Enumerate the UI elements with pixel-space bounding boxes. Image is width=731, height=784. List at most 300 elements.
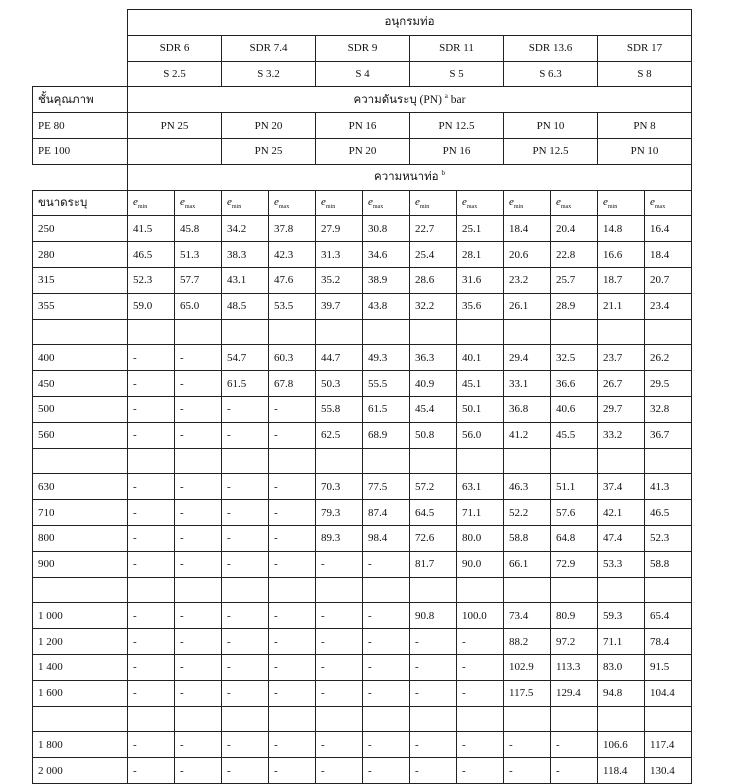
thickness-cell: 22.8 — [551, 242, 598, 268]
thickness-cell — [598, 319, 645, 345]
thickness-cell: 117.5 — [504, 680, 551, 706]
thickness-cell — [457, 448, 504, 474]
thickness-cell: 32.2 — [410, 293, 457, 319]
nominal-size-cell: 1 200 — [33, 629, 128, 655]
sdr-cell: SDR 7.4 — [222, 35, 316, 61]
thickness-cell: 63.1 — [457, 474, 504, 500]
thickness-cell: 71.1 — [598, 629, 645, 655]
pe80-cell: PN 20 — [222, 113, 316, 139]
thickness-cell — [504, 577, 551, 603]
sdr-cell: SDR 11 — [410, 35, 504, 61]
thickness-cell: 32.8 — [645, 396, 692, 422]
thickness-cell: 45.4 — [410, 396, 457, 422]
thickness-cell: 44.7 — [316, 345, 363, 371]
thickness-cell: 72.6 — [410, 525, 457, 551]
thickness-cell: 65.0 — [175, 293, 222, 319]
pe100-cell: PN 10 — [598, 138, 692, 164]
pe100-cell: PN 20 — [316, 138, 410, 164]
thickness-cell — [269, 319, 316, 345]
thickness-cell: 34.6 — [363, 242, 410, 268]
thickness-cell: 68.9 — [363, 422, 410, 448]
thickness-cell: 104.4 — [645, 680, 692, 706]
thickness-cell: - — [222, 603, 269, 629]
thickness-cell: 72.9 — [551, 551, 598, 577]
thickness-cell: - — [175, 758, 222, 784]
sdr-cell: SDR 9 — [316, 35, 410, 61]
nominal-size-cell — [33, 706, 128, 732]
thickness-cell: - — [269, 396, 316, 422]
thickness-cell — [410, 706, 457, 732]
thickness-cell: 35.2 — [316, 267, 363, 293]
thickness-cell: 64.5 — [410, 500, 457, 526]
thickness-cell: 79.3 — [316, 500, 363, 526]
thickness-cell: - — [363, 551, 410, 577]
thickness-cell — [316, 319, 363, 345]
size-label: ขนาดระบุ — [33, 190, 128, 216]
thickness-cell — [128, 577, 175, 603]
thickness-cell — [269, 577, 316, 603]
spacer-row — [33, 577, 692, 603]
thickness-cell: - — [457, 654, 504, 680]
table-row — [33, 525, 692, 551]
thickness-cell: - — [269, 500, 316, 526]
thickness-cell: 29.5 — [645, 371, 692, 397]
thickness-cell: 48.5 — [222, 293, 269, 319]
thickness-cell: 60.3 — [269, 345, 316, 371]
thickness-cell: - — [128, 371, 175, 397]
nominal-size-cell: 500 — [33, 396, 128, 422]
nominal-size-cell: 2 000 — [33, 758, 128, 784]
table-row — [33, 422, 692, 448]
thickness-cell: - — [269, 551, 316, 577]
thickness-cell: - — [128, 525, 175, 551]
thickness-cell — [645, 577, 692, 603]
thickness-cell: 130.4 — [645, 758, 692, 784]
thickness-cell: 23.7 — [598, 345, 645, 371]
thickness-cell — [504, 706, 551, 732]
thickness-cell: - — [410, 680, 457, 706]
thickness-cell: 43.8 — [363, 293, 410, 319]
thickness-cell: - — [269, 525, 316, 551]
thickness-cell: 25.7 — [551, 267, 598, 293]
thickness-cell: - — [551, 758, 598, 784]
thickness-cell: - — [222, 758, 269, 784]
thickness-cell: - — [175, 500, 222, 526]
thickness-cell: 58.8 — [645, 551, 692, 577]
thickness-cell: - — [269, 758, 316, 784]
pe100-row — [33, 138, 692, 164]
thickness-cell — [222, 448, 269, 474]
thickness-cell: 45.5 — [551, 422, 598, 448]
s-cell: S 5 — [410, 61, 504, 87]
thickness-cell: 20.6 — [504, 242, 551, 268]
pressure-heading: ความดันระบุ (PN) $^a$ bar — [128, 87, 692, 113]
thickness-cell: 81.7 — [410, 551, 457, 577]
thickness-cell: 47.4 — [598, 525, 645, 551]
thickness-cell: - — [128, 732, 175, 758]
thickness-cell: - — [128, 758, 175, 784]
thickness-cell — [457, 577, 504, 603]
nominal-size-cell: 900 — [33, 551, 128, 577]
thickness-cell — [128, 448, 175, 474]
thickness-cell: 45.1 — [457, 371, 504, 397]
thickness-cell: 16.4 — [645, 216, 692, 242]
nominal-size-cell: 250 — [33, 216, 128, 242]
table-row — [33, 629, 692, 655]
thickness-cell: - — [269, 422, 316, 448]
thickness-cell: - — [551, 732, 598, 758]
table-row — [33, 551, 692, 577]
thickness-cell: 67.8 — [269, 371, 316, 397]
nominal-size-cell — [33, 319, 128, 345]
thickness-cell: 40.1 — [457, 345, 504, 371]
thickness-cell — [645, 448, 692, 474]
pe80-cell: PN 8 — [598, 113, 692, 139]
thickness-cell: 52.3 — [645, 525, 692, 551]
thickness-cell: 89.3 — [316, 525, 363, 551]
thickness-cell: - — [457, 629, 504, 655]
thickness-cell: - — [363, 758, 410, 784]
thickness-cell: 88.2 — [504, 629, 551, 655]
pressure-heading-row — [33, 87, 692, 113]
thickness-cell: 118.4 — [598, 758, 645, 784]
thickness-cell: - — [128, 603, 175, 629]
thickness-cell: 18.7 — [598, 267, 645, 293]
thickness-cell — [316, 448, 363, 474]
spacer-row — [33, 319, 692, 345]
thickness-cell — [457, 706, 504, 732]
e-max-header: $e_{max}$ — [269, 190, 316, 216]
thickness-cell: - — [175, 345, 222, 371]
nominal-size-cell: 1 000 — [33, 603, 128, 629]
thickness-cell: 20.7 — [645, 267, 692, 293]
nominal-size-cell — [33, 577, 128, 603]
thickness-cell: 51.1 — [551, 474, 598, 500]
spacer-row — [33, 448, 692, 474]
nominal-size-cell: 280 — [33, 242, 128, 268]
pe80-cell: PN 16 — [316, 113, 410, 139]
table-row — [33, 396, 692, 422]
table-row — [33, 732, 692, 758]
thickness-cell: 23.2 — [504, 267, 551, 293]
thickness-cell: 71.1 — [457, 500, 504, 526]
nominal-size-cell: 315 — [33, 267, 128, 293]
thickness-cell: 25.4 — [410, 242, 457, 268]
sdr-cell: SDR 6 — [128, 35, 222, 61]
pe100-cell — [128, 138, 222, 164]
thickness-cell: 14.8 — [598, 216, 645, 242]
thickness-cell: 28.9 — [551, 293, 598, 319]
nominal-size-cell: 560 — [33, 422, 128, 448]
thickness-cell — [316, 577, 363, 603]
table-row — [33, 758, 692, 784]
thickness-cell: 53.5 — [269, 293, 316, 319]
s-cell: S 3.2 — [222, 61, 316, 87]
e-max-header: $e_{max}$ — [551, 190, 598, 216]
thickness-cell: - — [128, 396, 175, 422]
thickness-cell — [175, 577, 222, 603]
thickness-cell: - — [457, 680, 504, 706]
thickness-cell: 39.7 — [316, 293, 363, 319]
thickness-cell: - — [269, 654, 316, 680]
thickness-cell: 16.6 — [598, 242, 645, 268]
thickness-cell: - — [175, 422, 222, 448]
thickness-cell: 30.8 — [363, 216, 410, 242]
table-row — [33, 242, 692, 268]
nominal-size-cell: 1 600 — [33, 680, 128, 706]
thickness-cell: - — [175, 551, 222, 577]
thickness-cell: 129.4 — [551, 680, 598, 706]
thickness-cell: 26.2 — [645, 345, 692, 371]
table-row — [33, 216, 692, 242]
e-min-header: $e_{min}$ — [128, 190, 175, 216]
pe100-label: PE 100 — [33, 138, 128, 164]
nominal-size-cell: 800 — [33, 525, 128, 551]
thickness-cell: 90.0 — [457, 551, 504, 577]
thickness-cell: - — [222, 422, 269, 448]
thickness-cell: - — [222, 732, 269, 758]
thickness-cell — [551, 448, 598, 474]
thickness-cell: - — [222, 551, 269, 577]
thickness-cell: 98.4 — [363, 525, 410, 551]
thickness-cell: 33.1 — [504, 371, 551, 397]
thickness-cell — [128, 706, 175, 732]
thickness-cell: - — [316, 732, 363, 758]
thickness-heading: ความหนาท่อ $^b$ — [128, 164, 692, 190]
thickness-cell: - — [175, 525, 222, 551]
s-row — [33, 61, 692, 87]
thickness-cell: 78.4 — [645, 629, 692, 655]
thickness-cell: - — [410, 654, 457, 680]
thickness-cell: 37.8 — [269, 216, 316, 242]
nominal-size-cell: 450 — [33, 371, 128, 397]
thickness-cell: - — [128, 422, 175, 448]
nominal-size-cell — [33, 448, 128, 474]
thickness-cell: 57.2 — [410, 474, 457, 500]
thickness-cell — [175, 706, 222, 732]
thickness-cell: 65.4 — [645, 603, 692, 629]
thickness-cell: 66.1 — [504, 551, 551, 577]
e-max-header: $e_{max}$ — [645, 190, 692, 216]
table-row — [33, 345, 692, 371]
thickness-cell — [269, 448, 316, 474]
thickness-cell: - — [128, 474, 175, 500]
thickness-cell: 29.4 — [504, 345, 551, 371]
thickness-cell: 46.3 — [504, 474, 551, 500]
thickness-cell: 47.6 — [269, 267, 316, 293]
thickness-cell: - — [222, 474, 269, 500]
thickness-cell: 46.5 — [128, 242, 175, 268]
thickness-cell: - — [175, 603, 222, 629]
thickness-cell: - — [410, 629, 457, 655]
thickness-cell: - — [222, 396, 269, 422]
thickness-cell: 59.3 — [598, 603, 645, 629]
thickness-cell: - — [316, 758, 363, 784]
thickness-cell: - — [269, 680, 316, 706]
s-cell: S 4 — [316, 61, 410, 87]
thickness-cell: 50.3 — [316, 371, 363, 397]
thickness-cell: - — [363, 732, 410, 758]
thickness-cell: - — [175, 396, 222, 422]
thickness-cell — [410, 319, 457, 345]
thickness-cell: 41.2 — [504, 422, 551, 448]
thickness-cell: - — [316, 629, 363, 655]
spacer-row — [33, 706, 692, 732]
thickness-cell: - — [269, 732, 316, 758]
thickness-cell — [222, 319, 269, 345]
thickness-cell: 83.0 — [598, 654, 645, 680]
thickness-cell — [363, 319, 410, 345]
thickness-cell — [222, 577, 269, 603]
thickness-cell: 41.3 — [645, 474, 692, 500]
nominal-size-cell: 400 — [33, 345, 128, 371]
table-row — [33, 654, 692, 680]
thickness-cell — [410, 448, 457, 474]
table-row — [33, 267, 692, 293]
e-max-header: $e_{max}$ — [175, 190, 222, 216]
thickness-cell — [598, 448, 645, 474]
e-min-header: $e_{min}$ — [410, 190, 457, 216]
nominal-size-cell: 630 — [33, 474, 128, 500]
thickness-cell — [363, 448, 410, 474]
thickness-cell — [128, 319, 175, 345]
thickness-cell: - — [128, 345, 175, 371]
thickness-cell: 62.5 — [316, 422, 363, 448]
pe80-cell: PN 25 — [128, 113, 222, 139]
thickness-cell: 94.8 — [598, 680, 645, 706]
thickness-cell — [269, 706, 316, 732]
thickness-cell: - — [504, 732, 551, 758]
thickness-cell: - — [222, 525, 269, 551]
thickness-cell: 35.6 — [457, 293, 504, 319]
thickness-cell — [504, 319, 551, 345]
thickness-cell: 52.2 — [504, 500, 551, 526]
thickness-cell: 37.4 — [598, 474, 645, 500]
thickness-cell: 20.4 — [551, 216, 598, 242]
thickness-cell — [175, 319, 222, 345]
thickness-cell: 117.4 — [645, 732, 692, 758]
thickness-cell: - — [363, 629, 410, 655]
thickness-cell: 18.4 — [504, 216, 551, 242]
thickness-cell: 70.3 — [316, 474, 363, 500]
e-min-header: $e_{min}$ — [598, 190, 645, 216]
thickness-cell: 36.6 — [551, 371, 598, 397]
thickness-cell: 32.5 — [551, 345, 598, 371]
thickness-cell: 102.9 — [504, 654, 551, 680]
thickness-cell: - — [222, 500, 269, 526]
thickness-cell: 80.0 — [457, 525, 504, 551]
thickness-cell — [551, 319, 598, 345]
thickness-cell: 29.7 — [598, 396, 645, 422]
pe100-cell: PN 16 — [410, 138, 504, 164]
thickness-cell: - — [316, 680, 363, 706]
thickness-cell: 64.8 — [551, 525, 598, 551]
thickness-cell: 42.3 — [269, 242, 316, 268]
thickness-cell: 41.5 — [128, 216, 175, 242]
table-row — [33, 371, 692, 397]
thickness-cell — [363, 577, 410, 603]
thickness-cell: - — [175, 654, 222, 680]
pe80-row — [33, 113, 692, 139]
thickness-cell: 91.5 — [645, 654, 692, 680]
thickness-cell: 77.5 — [363, 474, 410, 500]
thickness-cell: 113.3 — [551, 654, 598, 680]
thickness-cell: 45.8 — [175, 216, 222, 242]
thickness-cell: - — [175, 629, 222, 655]
s-cell: S 8 — [598, 61, 692, 87]
thickness-cell: - — [457, 732, 504, 758]
thickness-cell: 50.8 — [410, 422, 457, 448]
thickness-cell: 87.4 — [363, 500, 410, 526]
sdr-cell: SDR 17 — [598, 35, 692, 61]
thickness-cell: - — [175, 680, 222, 706]
thickness-cell — [175, 448, 222, 474]
thickness-cell: 38.9 — [363, 267, 410, 293]
thickness-cell: - — [222, 680, 269, 706]
thickness-cell: 57.7 — [175, 267, 222, 293]
pipe-dimension-table — [32, 9, 692, 784]
thickness-cell — [316, 706, 363, 732]
table-row — [33, 474, 692, 500]
thickness-cell: - — [269, 629, 316, 655]
thickness-cell — [363, 706, 410, 732]
pe80-label: PE 80 — [33, 113, 128, 139]
thickness-cell — [504, 448, 551, 474]
thickness-cell: 40.9 — [410, 371, 457, 397]
pe100-cell: PN 25 — [222, 138, 316, 164]
thickness-cell: 23.4 — [645, 293, 692, 319]
thickness-cell: 18.4 — [645, 242, 692, 268]
thickness-cell — [551, 577, 598, 603]
s-cell: S 2.5 — [128, 61, 222, 87]
nominal-size-cell: 1 400 — [33, 654, 128, 680]
thickness-cell: 97.2 — [551, 629, 598, 655]
thickness-cell: 38.3 — [222, 242, 269, 268]
thickness-cell: 21.1 — [598, 293, 645, 319]
e-min-header: $e_{min}$ — [316, 190, 363, 216]
thickness-cell: - — [457, 758, 504, 784]
pe80-cell: PN 10 — [504, 113, 598, 139]
thickness-cell: 26.7 — [598, 371, 645, 397]
thickness-cell: 59.0 — [128, 293, 175, 319]
sdr-cell: SDR 13.6 — [504, 35, 598, 61]
thickness-cell: - — [269, 474, 316, 500]
table-row — [33, 293, 692, 319]
thickness-cell: - — [175, 474, 222, 500]
thickness-cell: - — [128, 629, 175, 655]
thickness-cell: 36.3 — [410, 345, 457, 371]
thickness-cell: 40.6 — [551, 396, 598, 422]
thickness-cell: 43.1 — [222, 267, 269, 293]
thickness-cell: 90.8 — [410, 603, 457, 629]
thickness-cell: - — [363, 654, 410, 680]
thickness-cell: 36.8 — [504, 396, 551, 422]
thickness-cell: 57.6 — [551, 500, 598, 526]
thickness-cell: 31.6 — [457, 267, 504, 293]
thickness-cell: 100.0 — [457, 603, 504, 629]
thickness-cell: - — [363, 603, 410, 629]
thickness-cell — [598, 706, 645, 732]
thickness-cell: 50.1 — [457, 396, 504, 422]
thickness-cell: - — [175, 371, 222, 397]
thickness-cell: 54.7 — [222, 345, 269, 371]
thickness-cell: 25.1 — [457, 216, 504, 242]
e-min-header: $e_{min}$ — [504, 190, 551, 216]
thickness-cell: 55.5 — [363, 371, 410, 397]
thickness-cell: 61.5 — [363, 396, 410, 422]
thickness-cell: 34.2 — [222, 216, 269, 242]
thickness-heading-row — [33, 164, 692, 190]
